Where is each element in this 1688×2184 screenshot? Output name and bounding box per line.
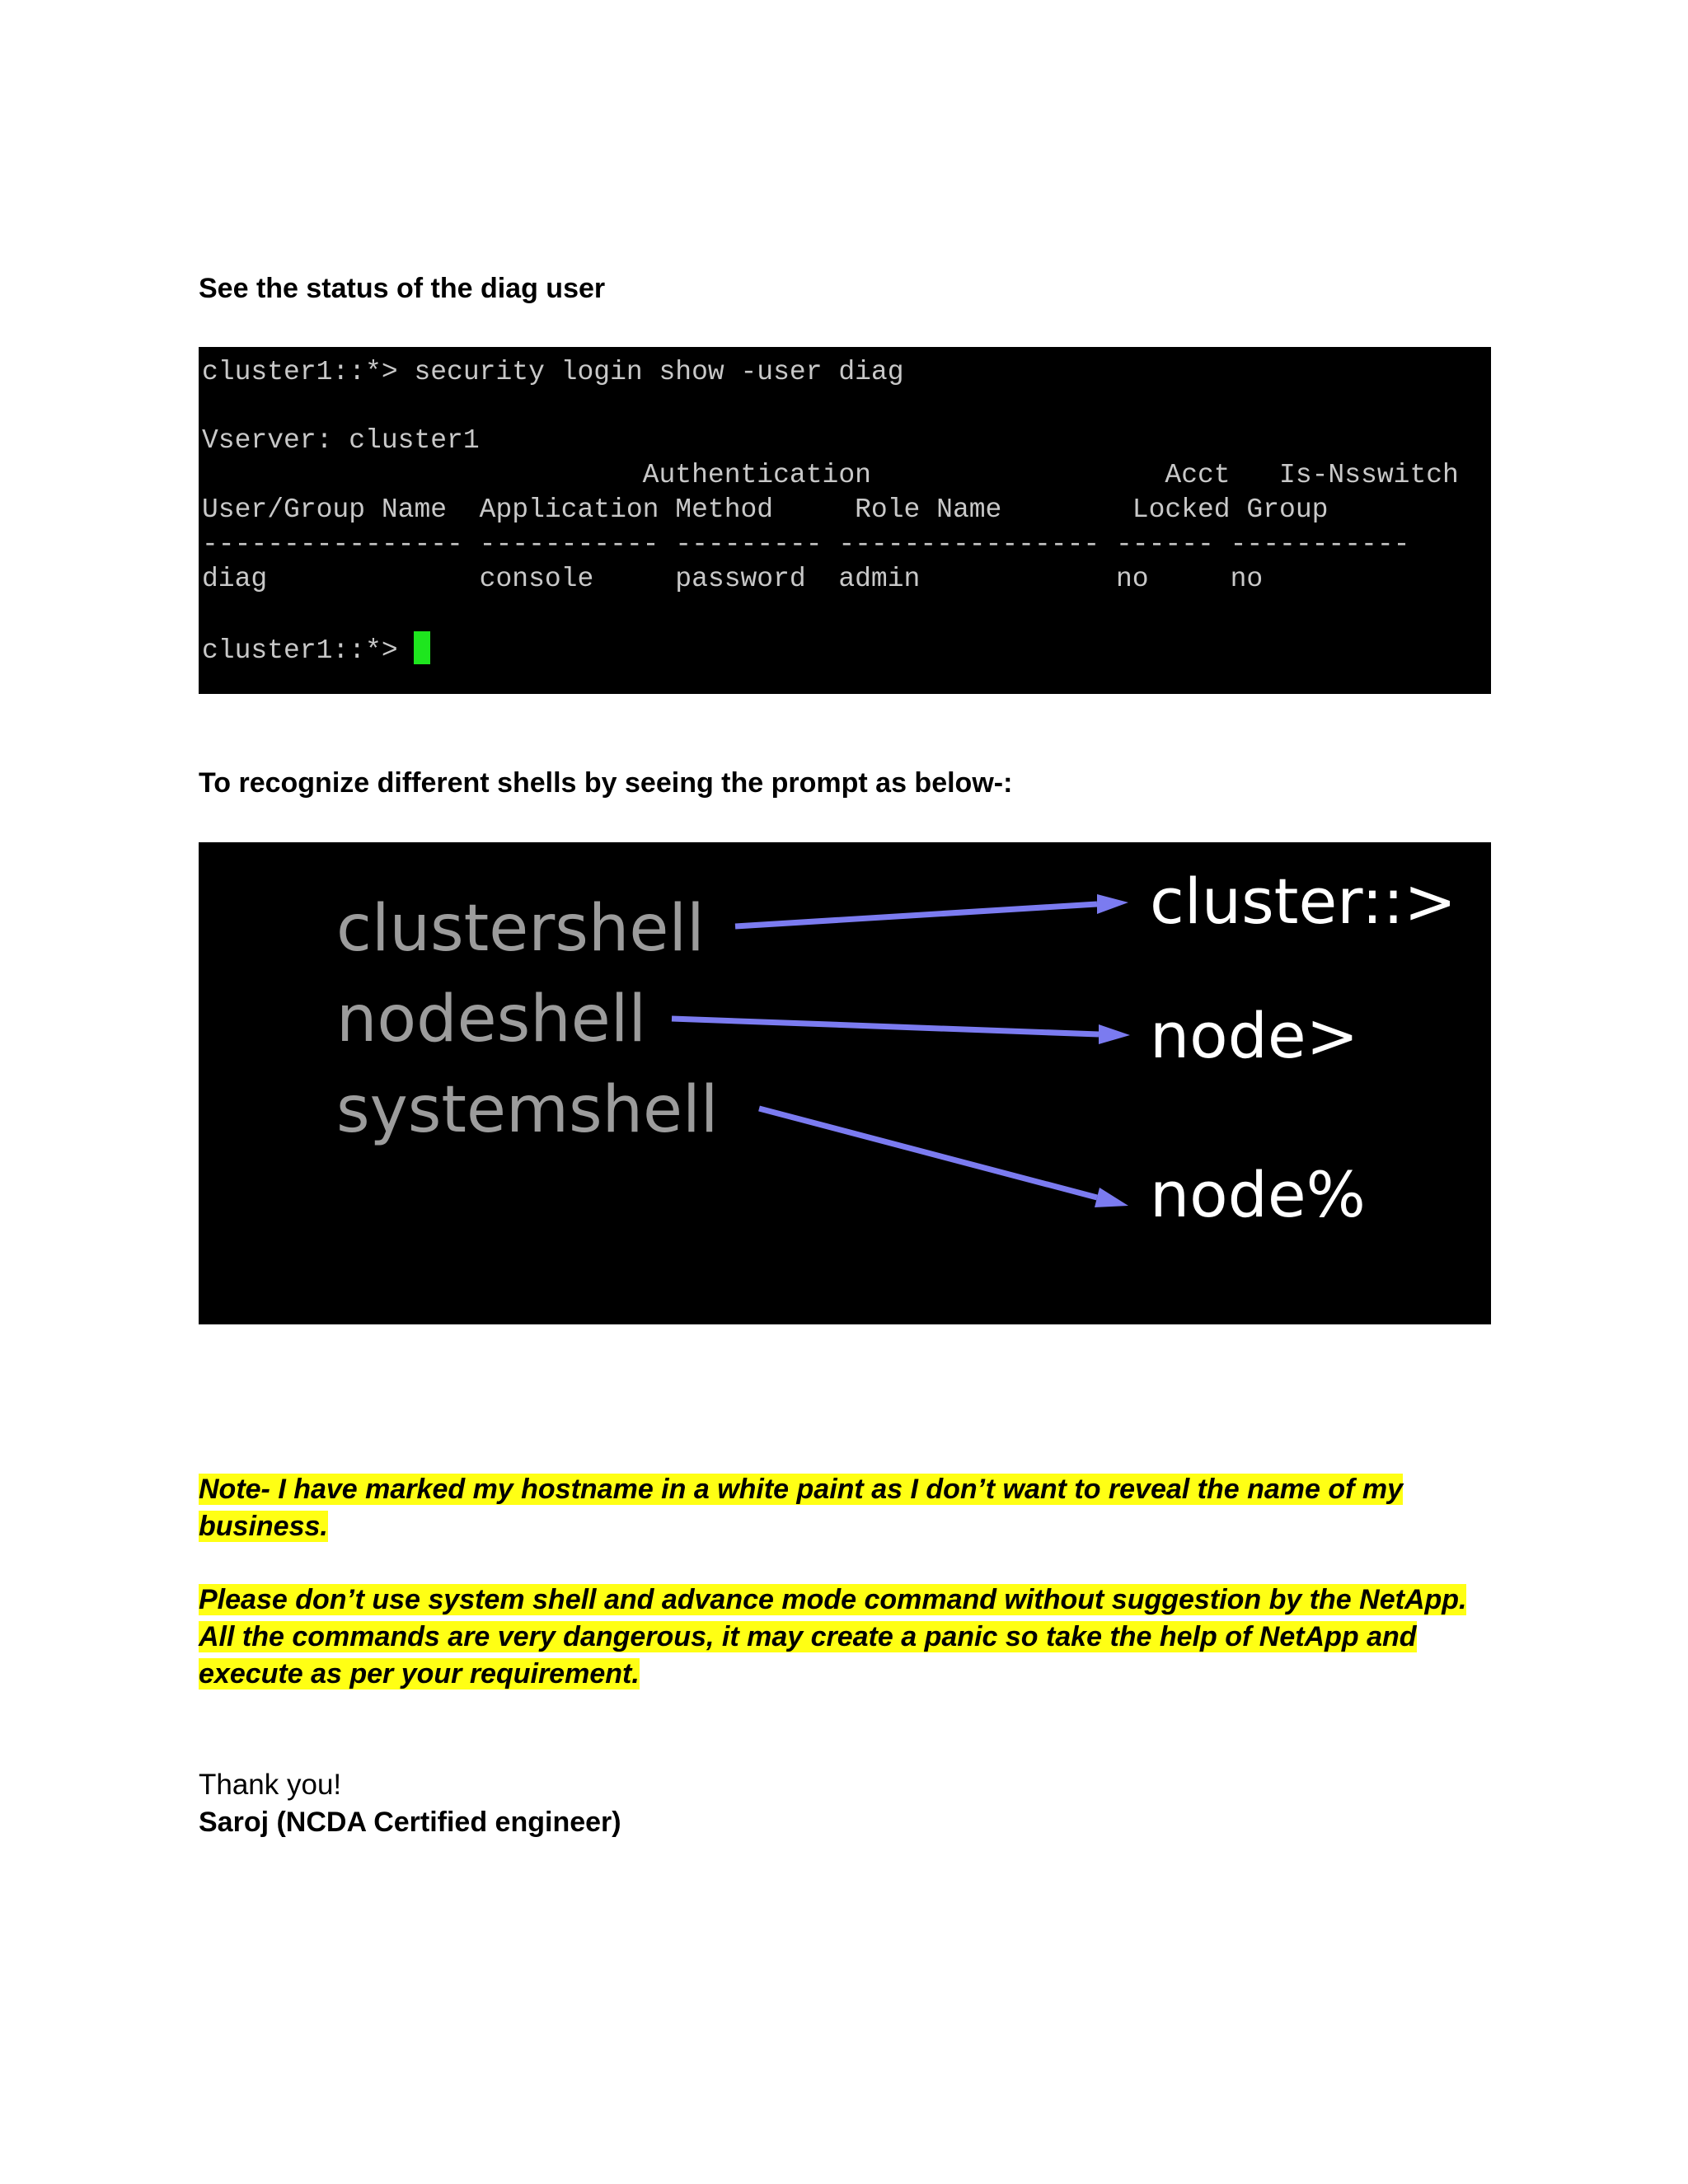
note-warning-text: Please don’t use system shell and advance mode command without suggestion by the NetApp. All the commands are very dangerous, it may create a panic so take the help of NetApp and execute as per your requirement. <box>199 1584 1467 1690</box>
prompt-node-systemshell: node% <box>1150 1158 1366 1231</box>
arrow-clustershell <box>735 904 1097 926</box>
note-warning <box>199 1582 1493 1693</box>
closing-signature: Saroj (NCDA Certified engineer) <box>199 1807 621 1838</box>
terminal-cursor <box>414 631 430 664</box>
terminal-vserver-line: Vserver: cluster1 <box>202 425 480 456</box>
terminal-header-line-2: User/Group Name Application Method Role Name Locked Group <box>202 494 1329 525</box>
terminal-screenshot <box>199 347 1491 694</box>
section-heading-shells: To recognize different shells by seeing the prompt as below-: <box>199 767 1013 799</box>
prompt-node: node> <box>1150 999 1359 1072</box>
terminal-prompt: cluster1::*> <box>202 635 415 666</box>
terminal-data-row: diag console password admin no no <box>202 564 1264 594</box>
terminal-header-line-1: Authentication Acct Is-Nsswitch <box>202 460 1459 490</box>
shell-name-systemshell: systemshell <box>336 1073 719 1147</box>
arrowhead-systemshell <box>1095 1188 1128 1207</box>
shells-diagram <box>199 842 1491 1324</box>
notes-block <box>199 1471 1493 1729</box>
arrowhead-clustershell <box>1097 894 1128 914</box>
note-hostname-text: Note- I have marked my hostname in a white paint as I don’t want to reveal the name of my business. <box>199 1474 1404 1542</box>
arrowhead-nodeshell <box>1099 1024 1130 1044</box>
shell-name-nodeshell: nodeshell <box>336 982 647 1057</box>
terminal-prompt-line <box>202 631 430 666</box>
arrow-systemshell <box>759 1108 1097 1197</box>
terminal-separator-line: ---------------- ----------- --------- ---------------- ------ ----------- <box>202 529 1410 560</box>
note-hostname <box>199 1471 1493 1545</box>
arrow-nodeshell <box>672 1019 1099 1034</box>
shell-name-clustershell: clustershell <box>336 892 705 966</box>
terminal-command-line: cluster1::*> security login show -user diag <box>202 357 904 387</box>
closing-thanks: Thank you! <box>199 1769 342 1801</box>
section-heading-diag-status: See the status of the diag user <box>199 273 606 304</box>
prompt-cluster: cluster::> <box>1150 865 1457 938</box>
